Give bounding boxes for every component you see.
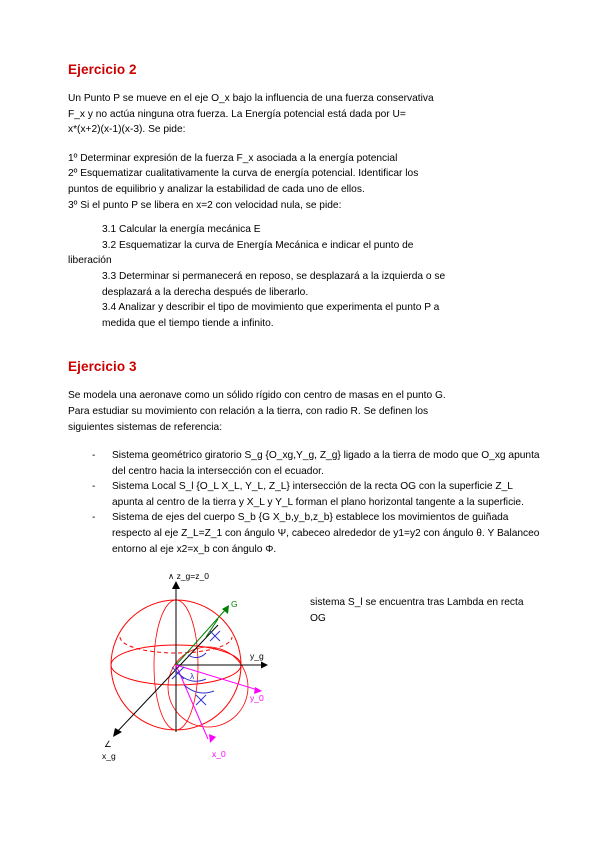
figure-diagram [68,567,318,767]
text-line: Un Punto P se mueve en el eje O_x bajo la influencia de una fuerza conservativa [68,93,434,104]
text-line: horizontal tangente a la superficie. [368,496,524,508]
text-line: Sistema geométrico giratorio S_g {O_xg,Y_g, Z_g} ligado a la tierra de modo [112,450,459,462]
text-line: x*(x+2)(x-1)(x-3). Se pide: [68,124,186,136]
label-g-point: G [231,599,238,610]
list-item [68,222,542,238]
label-x-0: x_0 [212,749,226,760]
label-y-0: y_0 [250,693,264,704]
label-z-axis: ∧ z_g=z_0 [168,571,209,582]
figure-note [310,595,540,626]
list-item [68,300,542,331]
label-y-g: y_g [250,651,264,662]
dash-bullet: - [92,481,96,493]
dash-bullet: - [92,450,96,462]
text-line: 3.1 Calcular la energía mecánica E [102,224,261,236]
list-item [68,238,542,254]
list-item [68,448,542,479]
text-line: en recta OG [310,597,524,624]
text-line: puntos de equilibrio y analizar la estabilidad de cada uno de ellos. [68,183,365,195]
spacer [68,343,542,359]
sub-item-list-2 [68,269,542,331]
text-line: 3.3 Determinar si permanecerá en reposo, se desplazará a la izquierda o se [102,270,446,282]
text-line: de guiñada respecto al eje Z_L=Z_1 con ángulo Ψ, cabeceo alrededor de [112,512,509,540]
label-x-g: x_g [102,751,116,762]
list-item [68,269,542,300]
text-line: F_x y no actúa ninguna otra fuerza. La Energía potencial está dada por U= [68,108,406,120]
text-line: Sistema Local S_l {O_L X_L, Y_L, Z_L} intersección de la recta OG con la [112,481,447,493]
paragraph [68,388,542,435]
section-heading-ejercicio-2: Ejercicio 2 [68,62,137,77]
figure-earth-axes [68,567,542,767]
text-line: 3º Si el punto P se libera en x=2 con velocidad nula, se pide: [68,199,342,211]
paragraph-outdent [68,253,542,269]
text-line: 2º Esquematizar cualitativamente la curva de energía potencial. Identificar los [68,168,419,180]
text-line: Sistema de ejes del cuerpo S_b {G X_b,y_b,z_b} establece los movimientos [112,512,456,524]
text-line: 3.4 Analizar y describir el tipo de movimiento que experimenta el punto P a [102,302,440,314]
section-heading-ejercicio-3: Ejercicio 3 [68,359,137,375]
paragraph [68,151,542,213]
list-item [68,479,542,510]
list-item [68,510,542,557]
text-line: y1=y2 con ángulo θ. Y Balanceo entorno al eje x2=x_b con ángulo Φ. [112,528,540,555]
sub-item-list [68,222,542,253]
paragraph [68,91,542,138]
text-line: sistema S_l se encuentra tras Lambda [310,597,484,609]
text-line: desplazará a la derecha después de liberarlo. [102,286,309,298]
spacer [68,213,542,222]
text-line: que O_xg apunta del centro hacia la intersección con el ecuador. [112,450,540,477]
text-line: medida que el tiempo tiende a infinito. [102,317,274,329]
text-line: Para estudiar su movimiento con relación a la tierra, con radio R. Se definen los [68,405,429,417]
text-line: Se modela una aeronave como un sólido rígido con centro de masas en el punto G. [68,390,446,402]
reference-systems-list [68,448,542,557]
dash-bullet: - [92,512,96,524]
text-line: 3.2 Esquematizar la curva de Energía Mecánica e indicar el punto de [102,239,414,251]
label-x-g-caret: ∠ [104,739,112,750]
text-line: liberación [68,255,112,267]
text-line: superficie Z_L apunta al centro de la tierra y X_L y Y_L forman el plano [112,481,513,508]
text-line: 1º Determinar expresión de la fuerza F_x asociada a la energía potencial [68,152,398,164]
label-lambda: λ [190,671,195,682]
text-line: siguientes sistemas de referencia: [68,421,223,433]
